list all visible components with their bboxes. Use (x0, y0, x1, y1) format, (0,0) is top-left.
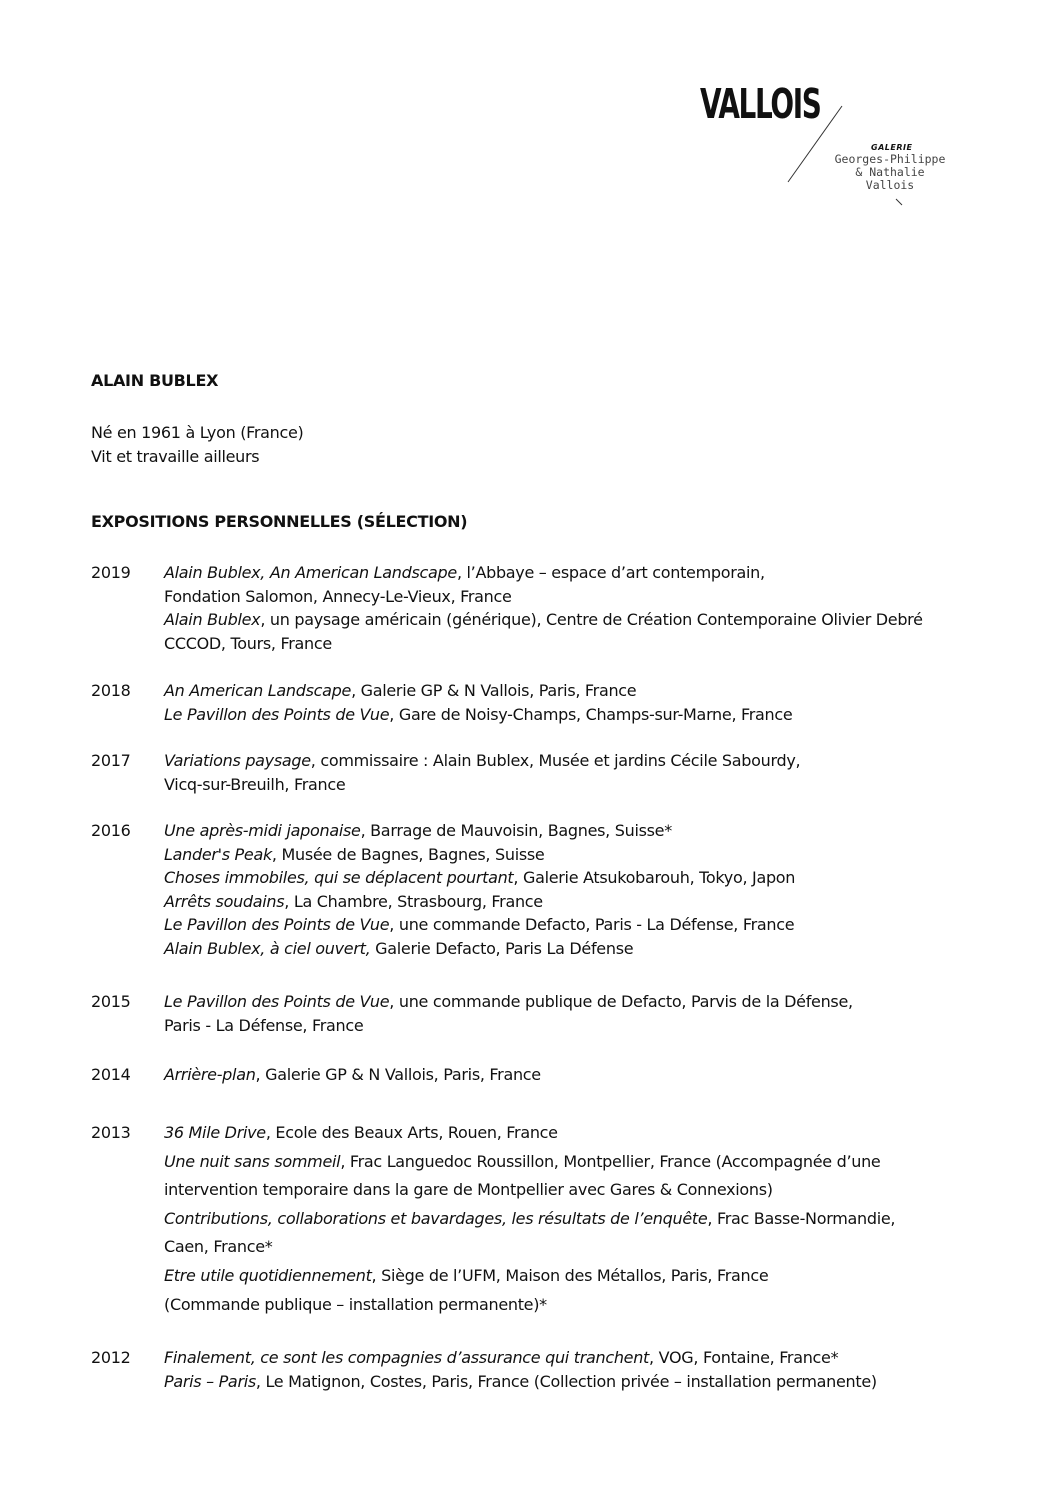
exhibition-title: Alain Bublex (164, 610, 261, 630)
exhibition-line (164, 1014, 984, 1038)
exhibition-line (164, 1291, 984, 1320)
exhibition-title: Contributions, collaborations et bavardages, les résultats de l’enquête (164, 1208, 708, 1228)
exhibition-detail: intervention temporaire dans la gare de Montpellier avec Gares & Connexions) (164, 1180, 773, 1200)
exhibition-title: Paris – Paris (164, 1372, 256, 1391)
exhibition-detail: Fondation Salomon, Annecy-Le-Vieux, France (164, 586, 512, 606)
exhibition-detail: , Barrage de Mauvoisin, Bagnes, Suisse* (360, 821, 672, 840)
exhibition-detail: Caen, France* (164, 1237, 273, 1257)
exhibition-lines (164, 561, 984, 655)
exhibition-title: Lander's Peak (164, 844, 272, 864)
exhibition-title: Arrêts soudains (164, 891, 285, 911)
exhibition-year: 2014 (91, 1065, 131, 1084)
exhibition-year: 2017 (91, 751, 131, 770)
exhibition-line (164, 1148, 984, 1177)
exhibition-detail: CCCOD, Tours, France (164, 633, 332, 653)
exhibition-detail: , l’Abbaye – espace d’art contemporain, (456, 563, 765, 582)
logo-name-line: Georges-Philippe (834, 152, 946, 166)
bio-line: Né en 1961 à Lyon (France) (91, 423, 304, 442)
exhibition-lines (164, 1346, 984, 1394)
exhibition-detail: Galerie Defacto, Paris La Défense (370, 938, 634, 958)
exhibition-detail: , Galerie GP & N Vallois, Paris, France (351, 681, 637, 700)
exhibition-line (164, 585, 984, 609)
exhibition-line (164, 866, 984, 890)
exhibition-title: Le Pavillon des Points de Vue (164, 992, 390, 1011)
exhibition-title: Arrière-plan (164, 1065, 256, 1084)
exhibition-line (164, 843, 984, 867)
exhibition-line (164, 937, 984, 961)
exhibition-detail: , La Chambre, Strasbourg, France (284, 891, 543, 911)
exhibition-year: 2018 (91, 681, 131, 700)
exhibition-lines (164, 819, 984, 961)
exhibition-title: Variations paysage (164, 751, 311, 770)
exhibition-line (164, 773, 984, 797)
exhibition-title: Finalement, ce sont les compagnies d’assurance qui tranchent (164, 1348, 650, 1367)
exhibition-detail: , un paysage américain (générique), Centre de Création Contemporaine Olivier Debré (260, 610, 923, 630)
exhibition-lines (164, 1063, 984, 1087)
exhibition-detail: , Galerie Atsukobarouh, Tokyo, Japon (513, 868, 796, 888)
exhibition-lines (164, 679, 984, 726)
exhibition-line (164, 749, 984, 773)
exhibition-line (164, 1119, 984, 1148)
bio-line: Vit et travaille ailleurs (91, 447, 260, 466)
exhibition-detail: , Gare de Noisy-Champs, Champs-sur-Marne, France (389, 704, 793, 724)
exhibition-title: 36 Mile Drive (164, 1123, 266, 1142)
exhibition-line (164, 890, 984, 914)
exhibition-line (164, 913, 984, 937)
exhibition-line (164, 990, 984, 1014)
exhibition-line (164, 608, 984, 632)
artist-name: ALAIN BUBLEX (91, 371, 219, 390)
exhibition-line (164, 1346, 984, 1370)
logo-name-line: & Nathalie (855, 165, 925, 179)
exhibition-detail: , Ecole des Beaux Arts, Rouen, France (265, 1123, 558, 1142)
exhibition-detail: , commissaire : Alain Bublex, Musée et jardins Cécile Sabourdy, (310, 751, 801, 770)
exhibition-line (164, 1233, 984, 1262)
exhibition-lines (164, 749, 984, 796)
exhibition-line (164, 1370, 984, 1394)
section-title: EXPOSITIONS PERSONNELLES (SÉLECTION) (91, 512, 468, 531)
exhibition-title: Une nuit sans sommeil (164, 1151, 341, 1171)
exhibition-line (164, 561, 984, 585)
exhibition-line (164, 1063, 984, 1087)
exhibition-detail: , Le Matignon, Costes, Paris, France (Collection privée – installation permanente) (255, 1372, 877, 1391)
exhibition-detail: , Frac Languedoc Roussillon, Montpellier, France (Accompagnée d’une (340, 1151, 881, 1171)
exhibition-line (164, 1262, 984, 1291)
logo-wordmark: VALLOIS (700, 80, 821, 128)
exhibition-line (164, 679, 984, 703)
exhibition-title: Alain Bublex, à ciel ouvert, (164, 938, 371, 958)
exhibition-detail: , Musée de Bagnes, Bagnes, Suisse (271, 844, 545, 864)
exhibition-detail: Vicq-sur-Breuilh, France (164, 774, 346, 794)
exhibition-year: 2012 (91, 1348, 131, 1367)
exhibition-detail: Paris - La Défense, France (164, 1015, 364, 1035)
exhibition-detail: , Frac Basse-Normandie, (707, 1208, 896, 1228)
exhibition-year: 2016 (91, 821, 131, 840)
exhibition-year: 2015 (91, 992, 131, 1011)
exhibition-title: Une après-midi japonaise (164, 821, 361, 840)
exhibition-detail: , Galerie GP & N Vallois, Paris, France (255, 1065, 541, 1084)
exhibition-line (164, 1176, 984, 1205)
exhibition-detail: (Commande publique – installation permanente)* (164, 1294, 547, 1314)
exhibition-detail: , une commande Defacto, Paris - La Défense, France (389, 915, 795, 935)
logo-names (816, 153, 964, 192)
exhibition-title: Le Pavillon des Points de Vue (164, 704, 390, 724)
exhibition-title: Alain Bublex, An American Landscape (164, 563, 457, 582)
exhibition-lines (164, 990, 984, 1037)
exhibition-line (164, 1205, 984, 1234)
logo-name-line: Vallois (865, 178, 915, 192)
logo-galerie: GALERIE (871, 143, 913, 152)
exhibition-title: Etre utile quotidiennement (164, 1265, 372, 1285)
exhibition-detail: , VOG, Fontaine, France* (649, 1348, 839, 1367)
exhibition-detail: , Siège de l’UFM, Maison des Métallos, Paris, France (371, 1265, 769, 1285)
exhibition-title: Le Pavillon des Points de Vue (164, 915, 390, 935)
exhibition-detail: , une commande publique de Defacto, Parvis de la Défense, (389, 992, 853, 1011)
artist-bio (91, 421, 303, 469)
exhibition-lines (164, 1119, 984, 1319)
gallery-logo (680, 78, 980, 213)
exhibition-year: 2013 (91, 1123, 131, 1142)
exhibition-line (164, 632, 984, 656)
exhibition-year: 2019 (91, 563, 131, 582)
exhibition-line (164, 819, 984, 843)
exhibition-title: Choses immobiles, qui se déplacent pourtant (164, 868, 514, 888)
exhibition-title: An American Landscape (164, 681, 352, 700)
exhibition-line (164, 703, 984, 727)
